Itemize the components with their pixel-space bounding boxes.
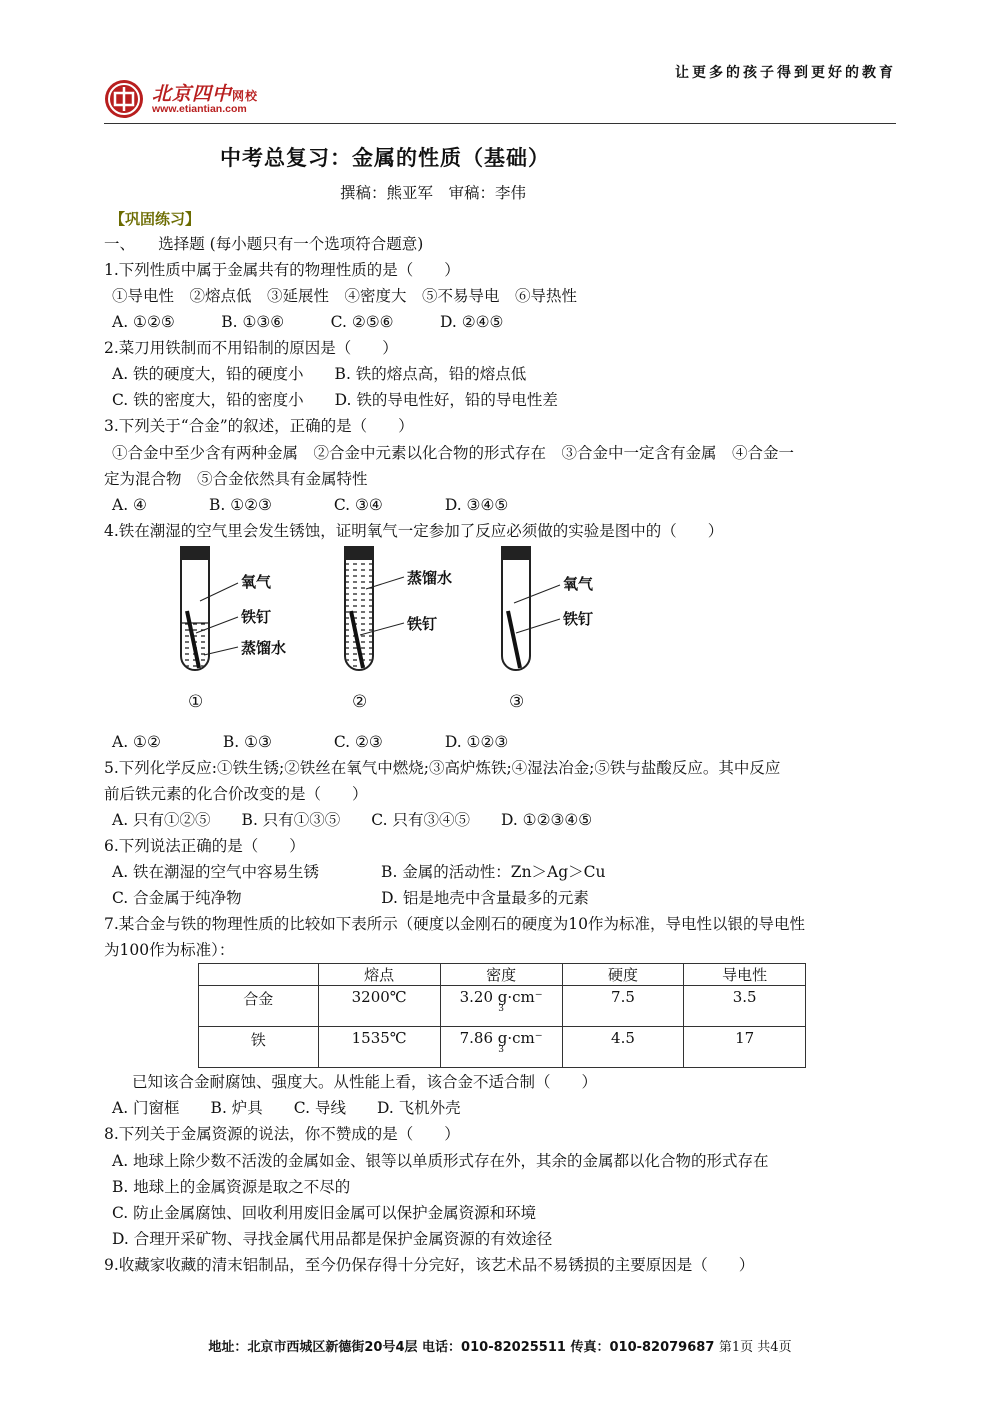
tube-2-number: ② bbox=[352, 692, 368, 712]
question-3-options: A. ④ B. ①②③ C. ③④ D. ③④⑤ bbox=[112, 496, 509, 514]
tube-3 bbox=[501, 546, 594, 712]
tube-3-oxygen-label: 氧气 bbox=[563, 575, 594, 593]
table-cell: 合金 bbox=[199, 986, 319, 1027]
question-2: 2.菜刀用铁制而不用铅制的原因是（ ） bbox=[104, 339, 398, 357]
tube-1 bbox=[180, 546, 286, 712]
question-6: 6.下列说法正确的是（ ） bbox=[104, 837, 305, 855]
tube-2 bbox=[344, 546, 452, 712]
table-header-cell: 硬度 bbox=[562, 964, 684, 986]
section-title: 一、 选择题 (每小题只有一个选项符合题意) bbox=[104, 235, 424, 253]
question-6-options-ab: A. 铁在潮湿的空气中容易生锈 B. 金属的活动性：Zn＞Ag＞Cu bbox=[112, 863, 606, 881]
question-4-options: A. ①② B. ①③ C. ②③ D. ①②③ bbox=[112, 733, 509, 751]
table-cell: 7.5 bbox=[562, 986, 684, 1027]
table-header-row bbox=[199, 964, 806, 986]
authors: 撰稿：熊亚军 审稿：李伟 bbox=[340, 184, 527, 202]
question-7-prompt: 已知该合金耐腐蚀、强度大。从性能上看，该合金不适合制（ ） bbox=[132, 1073, 598, 1091]
question-1: 1.下列性质中属于金属共有的物理性质的是（ ） bbox=[104, 261, 460, 279]
question-1-options: A. ①②⑤ B. ①③⑥ C. ②⑤⑥ D. ②④⑤ bbox=[112, 313, 504, 331]
table-header-cell: 密度 bbox=[440, 964, 562, 986]
table-cell: 3.5 bbox=[684, 986, 806, 1027]
question-7-options: A. 门窗框 B. 炉具 C. 导线 D. 飞机外壳 bbox=[112, 1099, 461, 1117]
question-8-option-c: C. 防止金属腐蚀、回收利用废旧金属可以保护金属资源和环境 bbox=[112, 1204, 537, 1222]
tube-1-nail-label: 铁钉 bbox=[241, 608, 272, 626]
logo bbox=[104, 77, 279, 121]
table-row bbox=[199, 1027, 806, 1068]
question-3-items-cont: 定为混合物 ⑤合金依然具有金属特性 bbox=[104, 470, 368, 488]
question-3: 3.下列关于“合金”的叙述，正确的是（ ） bbox=[104, 417, 414, 435]
page-title: 中考总复习：金属的性质（基础） bbox=[220, 146, 550, 170]
logo-url: www.etiantian.com bbox=[152, 103, 247, 115]
footer-address: 地址：北京市西城区新德街20号4层 电话：010-82025511 传真：010-82079687 bbox=[208, 1340, 715, 1355]
question-7-cont: 为100作为标准）： bbox=[104, 941, 235, 959]
slogan: 让更多的孩子得到更好的教育 bbox=[675, 65, 896, 81]
tube-3-nail-label: 铁钉 bbox=[563, 610, 594, 628]
table-cell: 17 bbox=[684, 1027, 806, 1068]
question-8-option-d: D. 合理开采矿物、寻找金属代用品都是保护金属资源的有效途径 bbox=[112, 1230, 553, 1248]
table-header-cell: 导电性 bbox=[684, 964, 806, 986]
properties-table bbox=[198, 963, 806, 1068]
footer-page: 第1页 共4页 bbox=[718, 1340, 792, 1355]
test-tube-figure bbox=[160, 543, 620, 718]
question-8-option-b: B. 地球上的金属资源是取之不尽的 bbox=[112, 1178, 351, 1196]
table-cell: 3.20 g·cm⁻ 3 bbox=[440, 986, 562, 1027]
tube-3-number: ③ bbox=[509, 692, 525, 712]
question-5: 5.下列化学反应:①铁生锈;②铁丝在氧气中燃烧;③高炉炼铁;④湿法冶金;⑤铁与盐酸反应。其中反应 bbox=[104, 759, 781, 777]
question-8: 8.下列关于金属资源的说法，你不赞成的是（ ） bbox=[104, 1125, 460, 1143]
tube-1-water-label: 蒸馏水 bbox=[241, 639, 287, 657]
question-5-options: A. 只有①②⑤ B. 只有①③⑤ C. 只有③④⑤ D. ①②③④⑤ bbox=[112, 811, 593, 829]
question-8-option-a: A. 地球上除少数不活泼的金属如金、银等以单质形式存在外，其余的金属都以化合物的形式存在 bbox=[112, 1152, 769, 1170]
tube-1-oxygen-label: 氧气 bbox=[241, 573, 272, 591]
question-3-items: ①合金中至少含有两种金属 ②合金中元素以化合物的形式存在 ③合金中一定含有金属 ④合金一 bbox=[112, 444, 795, 462]
table-header-cell bbox=[199, 964, 319, 986]
question-4: 4.铁在潮湿的空气里会发生锈蚀，证明氧气一定参加了反应必须做的实验是图中的（ ） bbox=[104, 522, 724, 540]
section-heading: 【巩固练习】 bbox=[110, 210, 201, 228]
tube-2-water-label: 蒸馏水 bbox=[407, 569, 453, 587]
table-cell: 3200℃ bbox=[318, 986, 440, 1027]
logo-name: 北京四中网校 bbox=[152, 83, 259, 105]
question-5-cont: 前后铁元素的化合价改变的是（ ） bbox=[104, 785, 368, 803]
table-cell: 7.86 g·cm⁻ 3 bbox=[440, 1027, 562, 1068]
footer bbox=[0, 1336, 1000, 1355]
tube-2-nail-label: 铁钉 bbox=[407, 615, 438, 633]
question-7: 7.某合金与铁的物理性质的比较如下表所示（硬度以金刚石的硬度为10作为标准，导电性以银的导电性 bbox=[104, 915, 806, 933]
question-9: 9.收藏家收藏的清末铝制品，至今仍保存得十分完好，该艺术品不易锈损的主要原因是（ ） bbox=[104, 1256, 755, 1274]
table-row bbox=[199, 986, 806, 1027]
question-1-items: ①导电性 ②熔点低 ③延展性 ④密度大 ⑤不易导电 ⑥导热性 bbox=[112, 287, 578, 305]
question-2-options-cd: C. 铁的密度大，铅的密度小 D. 铁的导电性好，铅的导电性差 bbox=[112, 391, 558, 409]
logo-emblem-icon bbox=[104, 79, 144, 119]
tube-1-number: ① bbox=[188, 692, 204, 712]
question-2-options-ab: A. 铁的硬度大，铅的硬度小 B. 铁的熔点高，铅的熔点低 bbox=[112, 365, 527, 383]
table-cell: 1535℃ bbox=[318, 1027, 440, 1068]
question-6-options-cd: C. 合金属于纯净物 D. 铝是地壳中含量最多的元素 bbox=[112, 889, 589, 907]
header-divider bbox=[104, 123, 896, 124]
table-cell: 4.5 bbox=[562, 1027, 684, 1068]
table-header-cell: 熔点 bbox=[318, 964, 440, 986]
table-cell: 铁 bbox=[199, 1027, 319, 1068]
